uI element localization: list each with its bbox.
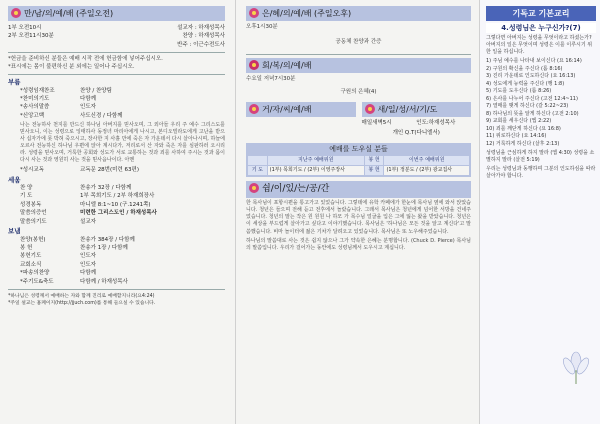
doctrine-title: 기독교 기본교리 — [486, 6, 596, 21]
doctrine-intro: 그렇다면 아버지는 성령을 무엇이라고 하셨는가? 아버지의 일은 무엇이며 성령은 이를 이루시기 위한 일을 하십니다. — [486, 35, 593, 55]
rest-story: 한 목사님이 포항시편을 통고가고 있었습니다. 그렇데에 유학 카페에가 한눈에 목사님 옆에 와서 앉았습니다. 청년은 들으며 전해 듣고 전후에서 놀랐습니다. 그래서 목사님은 청년에게 넘어한 서방을 건네주었습니다. 청년의 말는 작은 원 원원 나 하모 가 목수님 얼굴을 입은 그에 잃는 왔을 받았습니다. 청년은 이 세상을 부드럽게 살아가고 싶다고 이야기했습니다. 목사님은 '하나님은 모든 것을 알고 계신다'고 말씀했습니다. 비마 놀이터에 젊은 기차가 달려오고 있었습니다. 목사님은 또 노우해주었습니다. — [246, 199, 471, 235]
footer-website: *주일 설교는 홈페이지(http://jjuch.com)를 통해 들으실 수 있습니다. — [8, 301, 156, 307]
recovery-service-header: 회/복/의/예/배 — [246, 58, 471, 73]
rest-story-2: 하나님의 말씀대로 사는 것은 쉽지 않으나 그가 약속한 은혜는 분명합니다. (Chuck D. Pierce) 목사님의 말씀입니다. 우리가 걸어가는 동안에도 성령님께서 도우시고 계십니다. — [246, 237, 471, 252]
flower-icon — [11, 8, 21, 18]
sermon-title: 미련한 그리스도인 / 하재성목사 — [80, 210, 157, 217]
doctrine-subtitle: 4.성령님은 누구신가?(7) — [486, 23, 596, 33]
morning-service-panel: 만/남/의/예/배 (주일오전) 1부 오전10시 설교자 : 하재성목사 2부 오전11시30분 찬양 : 하재성목사 반주 : 이근수전도사 *헌금을 준비하신 분들은 예배 시작 전에 헌금함에 넣어주십시오. *표시에는 몸이 불편하신 분 외에는 일어나 주십시오. 부름 *성령임재찬조 찬양 / 찬양팀 *찬미의기도 다함께 *송사의말씀 인도자 *신앙고백 사도신경 / 다함께 나는 전능하사 천지를 만드신 하나님 아버지를 믿사오며, 그 외아들 우리 주 예수 그리스도를 믿사오니, 이는 성령으로 잉태하사 동정녀 마리아에게 나시고, 본디오빌라도에게 고난을 받으사 십자가에 못 박혀 죽으시고, 장사한 지 사흘 만에 죽은 자 가운데서 다시 살아나시며, 하늘에 오르사 전능하신 하나님 우편에 앉아 계시다가, 저리로서 산 자와 죽은 자를 심판하러 오시리라. 성령을 믿사오며, 거룩한 공회와 성도가 서로 교통하는 것과 죄를 사하여 주시는 것과 몸이 다시 사는 것과 영원히 사는 것을 믿사옵나이다. 아멘 *성시교독 교독문 28번(미련 63편) 세움 찬 양 찬송가 32장 / 다함께 기 도 1부 목희기도 / 2부 하재희장사 성경봉독 마니엘 8:1~10 (구.1241쪽) 말씀의증언 미련한 그리스도인 / 하재성목사 말씀의기도 설교자 보냄 찬양(봉헌) 찬송가 384장 / 다함께 봉 헌 찬송가 1장 / 다함께 봉헌기도 인도자 교회소식 인도자 *파송의찬양 다함께 *주기도&축도 다함께 / 하재성목사 *하나님은 성령께서 예배하는 자와 함께 진리로 예배할지니라(요4:24) *주일 설교는 홈페이지(http://jjuch.com)를 통해 들으실 수 있습니다. — [0, 0, 236, 424]
morning-service-header: 만/남/의/예/배 (주일오전) — [8, 6, 225, 21]
footer-verse: *하나님은 성령께서 예배하는 자와 함께 진리로 예배할지니라(요4:24) — [8, 293, 155, 299]
list-item: 7) 열매를 맺게 하신다 (갈 5:22~23) — [486, 103, 569, 109]
sermon-list: 찬 양 찬송가 32장 / 다함께 기 도 1부 목희기도 / 2부 하재희장사 성경봉독 마니엘 8:1~10 (구.1241쪽) 말씀의증언 미련한 그리스도인 / 하재성목사 말씀의기도 설교자 — [20, 184, 225, 226]
rest-space-header: 쉼/이/있/는/공/간 — [246, 181, 471, 198]
flower-icon — [365, 104, 375, 114]
list-item: 1) 주님 예수를 나타내 보이신다 (요 16:14) — [486, 58, 582, 64]
list-item: 6) 은사를 나누어 주신다 (고전 12:4~11) — [486, 95, 578, 102]
list-item: 4) 성도에게 능력을 주신다 (행 1:8) — [486, 80, 565, 87]
service-helpers-box: 예배를 도우실 분들 지난주 예배위원 봉 헌 이번주 예배위원 기 도 (1부) 목희기도 / (2부) 이영주장사 봉 헌 (1부) 정분도 / (2부) 광교집사 — [246, 143, 471, 177]
send-list: 찬양(봉헌) 찬송가 384장 / 다함께 봉 헌 찬송가 1장 / 다함께 봉헌기도 인도자 교회소식 인도자 *파송의찬양 다함께 *주기도&축도 다함께 / 하재성목사 — [20, 236, 135, 285]
service-times: 1부 오전10시 설교자 : 하재성목사 2부 오전11시30분 찬양 : 하재성목사 반주 : 이근수전도사 — [8, 25, 225, 48]
flower-icon — [249, 183, 259, 193]
doctrine-panel — [480, 0, 600, 424]
list-item: 12) 거룩하게 하신다 (살후 2:13) — [486, 140, 560, 147]
lily-icon — [558, 348, 594, 384]
list-item: 3) 진리 가운데로 인도하신다 (요 16:13) — [486, 73, 576, 79]
afternoon-service-header: 은/혜/의/예/배 (주일오후) — [246, 6, 471, 21]
list-item: 9) 교회를 세우신다 (엡 2:22) — [486, 118, 552, 124]
seed-service-box: 거/자/씨/예/배 — [246, 102, 356, 138]
other-services-panel: 은/혜/의/예/배 (주일오후) 오후1시30분 공동체 찬양과 간증 회/복/의/예/배 수요일 저녁7시30분 구원의 은혜(4) 거/자/씨/예/배 새/일/성/서/기/도 매일새벽5시 인도:하재성목사 개인 Q.T(다니엘서) 예배를 도우실 분들 지난주 예배위원 봉 헌 이번주 예배위원 기 도 (1부) 목희기도 / (2부) 이영주장사 봉 헌 (1부) 정분도 / (2부) 광교집사 쉼/이/있/는/공/간 한 목사님이 포항시편을 통고가고 있었습니다. 그렇데에 유학 카페에가 한눈에 목사님 옆에 와서 앉았습니다. 청년은 들으며 전해 듣고 전후에서 놀랐습니다. 그래서 목사님은 청년에게 넘어한 서방을 건네주었습니다. 청년의 말는 작은 원 원원 나 하모 가 목수님 얼굴을 입은 그에 잃는 왔을 받았습니다. 청년은 이 세상을 부드럽게 살아가고 싶다고 이야기했습니다. 목사님은 '하나님은 모든 것을 알고 계신다'고 말씀했습니다. 비마 놀이터에 젊은 기차가 달려오고 있었습니다. 목사님은 또 노우해주었습니다. 하나님의 말씀대로 사는 것은 쉽지 않으나 그가 약속한 은혜는 분명합니다. (Chuck D. Pierce) 목사님의 말씀입니다. 우리가 걸어가는 동안에도 성령님께서 도우시고 계십니다. — [236, 0, 480, 424]
doctrine-outro: 우리는 성령님과 동행하며 그분의 인도하심을 따라 살아가야 합니다. — [486, 165, 596, 179]
list-item: 2) 구원의 확신을 주신다 (롬 8:16) — [486, 65, 563, 72]
notice-2: *표시에는 몸이 불편하신 분 외에는 일어나 주십시오. — [8, 63, 135, 70]
small-groups-row — [246, 102, 471, 138]
apostles-creed: 나는 전능하사 천지를 만드신 하나님 아버지를 믿사오며, 그 외아들 우리 주 예수 그리스도를 믿사오니, 이는 성령으로 잉태하사 동정녀 마리아에게 나시고, 본디오빌라도에게 고난을 받으사 십자가에 못 박혀 죽으시고, 장사한 지 사흘 만에 죽은 자 가운데서 다시 살아나시며, 하늘에 오르사 전능하신 하나님 우편에 앉아 계시다가, 저리로서 산 자와 죽은 자를 심판하러 오시리라. 성령을 믿사오며, 거룩한 공회와 성도가 서로 교통하는 것과 죄를 사하여 주시는 것과 몸이 다시 사는 것과 영원히 사는 것을 믿사옵나이다. 아멘 — [20, 122, 225, 164]
doctrine-note: 성령님을 근심하게 하지 말라 (엡 4:30) 성령을 소멸하지 말라 (살전 5:19) — [486, 149, 595, 163]
list-item: 10) 죄를 깨닫게 하신다 (요 16:8) — [486, 125, 561, 132]
list-item: 8) 하나님의 뜻을 알게 하신다 (고전 2:10) — [486, 110, 579, 117]
notice-1: *헌금을 준비하신 분들은 예배 시작 전에 헌금함에 넣어주십시오. — [8, 56, 163, 63]
flower-icon — [249, 104, 259, 114]
table-row: 기 도 (1부) 목희기도 / (2부) 이영주장사 봉 헌 (1부) 정분도 / (2부) 광교집사 — [248, 165, 470, 175]
flower-icon — [249, 60, 259, 70]
flower-icon — [249, 8, 259, 18]
helpers-table: 지난주 예배위원 봉 헌 이번주 예배위원 기 도 (1부) 목희기도 / (2부) 이영주장사 봉 헌 (1부) 정분도 / (2부) 광교집사 — [247, 155, 470, 176]
list-item: 11) 위로하신다 (요 14:16) — [486, 133, 547, 139]
list-item: 5) 기도를 도우신다 (롬 8:26) — [486, 88, 552, 94]
order-list: *성령임재찬조 찬양 / 찬양팀 *찬미의기도 다함께 *송사의말씀 인도자 *신앙고백 사도신경 / 다함께 — [20, 87, 123, 119]
doctrine-list — [486, 58, 596, 148]
dawn-prayer-box: 새/일/성/서/기/도 매일새벽5시 인도:하재성목사 개인 Q.T(다니엘서) — [362, 102, 472, 138]
